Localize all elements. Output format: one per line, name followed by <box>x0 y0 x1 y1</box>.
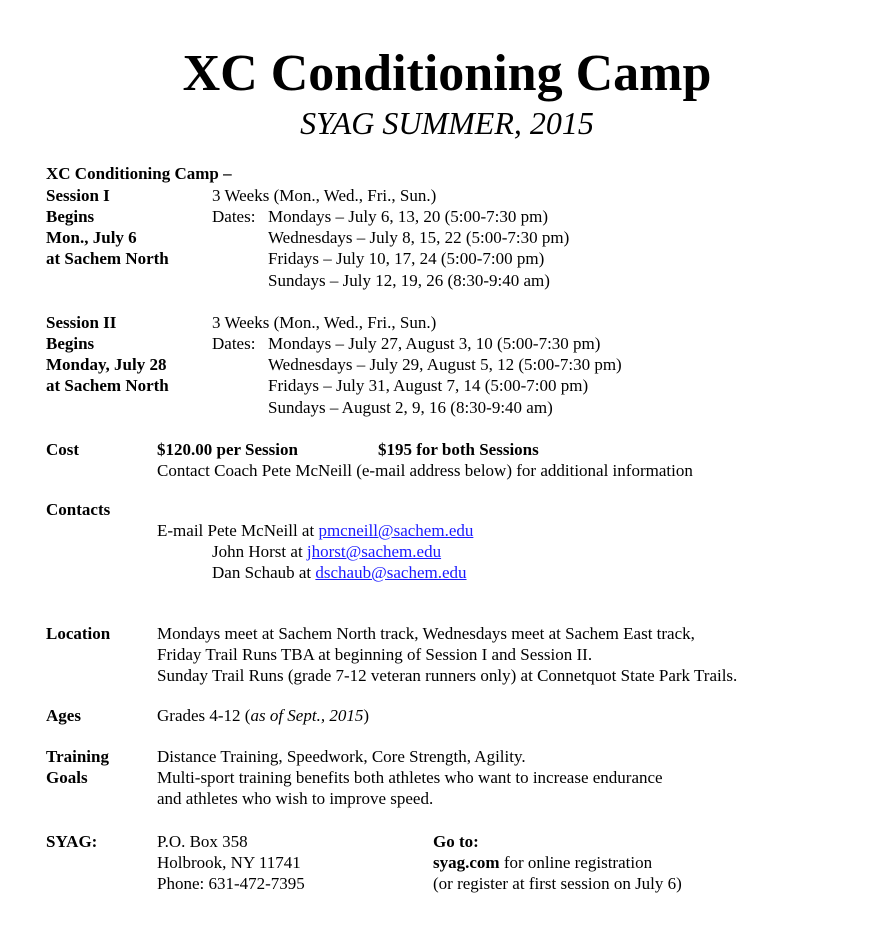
location-label: Location <box>46 624 111 643</box>
phone-line: Phone: 631-472-7395 <box>157 874 305 893</box>
session2-date-line: Wednesdays – July 29, August 5, 12 (5:00-7:30 pm) <box>268 355 622 374</box>
cost-per-session: $120.00 per Session <box>157 440 298 459</box>
session2-begins-label: Begins <box>46 334 95 353</box>
session1-location: at Sachem North <box>46 249 169 268</box>
registration-line: syag.com for online registration <box>433 853 653 872</box>
address-line: Holbrook, NY 11741 <box>157 853 301 872</box>
location-line: Sunday Trail Runs (grade 7-12 veteran runners only) at Connetquot State Park Trails. <box>157 666 738 685</box>
register-note: (or register at first session on July 6) <box>433 874 682 893</box>
location-line: Friday Trail Runs TBA at beginning of Session I and Session II. <box>157 645 593 664</box>
page-subtitle: SYAG SUMMER, 2015 <box>300 105 594 141</box>
contact-row <box>212 562 467 583</box>
training-label: Training <box>46 747 109 766</box>
email-link-jhorst[interactable]: jhorst@sachem.edu <box>306 542 442 561</box>
session1-date-line: Sundays – July 12, 19, 26 (8:30-9:40 am) <box>268 271 550 290</box>
training-line: Distance Training, Speedwork, Core Strength, Agility. <box>157 747 526 766</box>
ages-text: Grades 4-12 (as of Sept., 2015) <box>157 706 369 725</box>
session1-date-line: Wednesdays – July 8, 15, 22 (5:00-7:30 pm) <box>268 228 570 247</box>
training-line: and athletes who wish to improve speed. <box>157 789 434 808</box>
page-title: XC Conditioning Camp <box>182 45 712 102</box>
session1-label: Session I <box>46 186 110 205</box>
goals-label: Goals <box>46 768 88 787</box>
session2-weeks: 3 Weeks (Mon., Wed., Fri., Sun.) <box>212 313 437 332</box>
cost-note: Contact Coach Pete McNeill (e-mail address below) for additional information <box>157 461 693 480</box>
contact-prefix: E-mail Pete McNeill at <box>157 521 315 540</box>
session2-label: Session II <box>46 313 117 332</box>
session2-start-date: Monday, July 28 <box>46 355 167 374</box>
contact-prefix: Dan Schaub at <box>212 563 312 582</box>
cost-label: Cost <box>46 440 80 459</box>
training-line: Multi-sport training benefits both athletes who want to increase endurance <box>157 768 663 787</box>
contact-row <box>157 520 473 541</box>
session2-date-line: Mondays – July 27, August 3, 10 (5:00-7:30 pm) <box>268 334 601 353</box>
email-link-pmcneill[interactable]: pmcneill@sachem.edu <box>318 521 474 540</box>
location-line: Mondays meet at Sachem North track, Wednesdays meet at Sachem East track, <box>157 624 695 643</box>
camp-heading: XC Conditioning Camp – <box>46 164 232 183</box>
session1-start-date: Mon., July 6 <box>46 228 137 247</box>
session2-location: at Sachem North <box>46 376 169 395</box>
session1-date-line: Fridays – July 10, 17, 24 (5:00-7:00 pm) <box>268 249 545 268</box>
contacts-label: Contacts <box>46 500 111 519</box>
session2-date-line: Sundays – August 2, 9, 16 (8:30-9:40 am) <box>268 398 553 417</box>
address-line: P.O. Box 358 <box>157 832 248 851</box>
contact-row <box>212 541 441 562</box>
session1-weeks: 3 Weeks (Mon., Wed., Fri., Sun.) <box>212 186 437 205</box>
session1-begins-label: Begins <box>46 207 95 226</box>
email-link-dschaub[interactable]: dschaub@sachem.edu <box>315 563 467 582</box>
session2-dates-prefix: Dates: <box>212 334 256 353</box>
ages-note: as of Sept., 2015 <box>250 706 364 725</box>
contact-prefix: John Horst at <box>212 542 303 561</box>
session1-dates-prefix: Dates: <box>212 207 256 226</box>
goto-label: Go to: <box>433 832 479 851</box>
cost-both-sessions: $195 for both Sessions <box>378 440 539 459</box>
session2-date-line: Fridays – July 31, August 7, 14 (5:00-7:00 pm) <box>268 376 589 395</box>
syag-label: SYAG: <box>46 832 98 851</box>
session1-date-line: Mondays – July 6, 13, 20 (5:00-7:30 pm) <box>268 207 549 226</box>
site-link[interactable]: syag.com <box>433 853 500 872</box>
ages-label: Ages <box>46 706 81 725</box>
